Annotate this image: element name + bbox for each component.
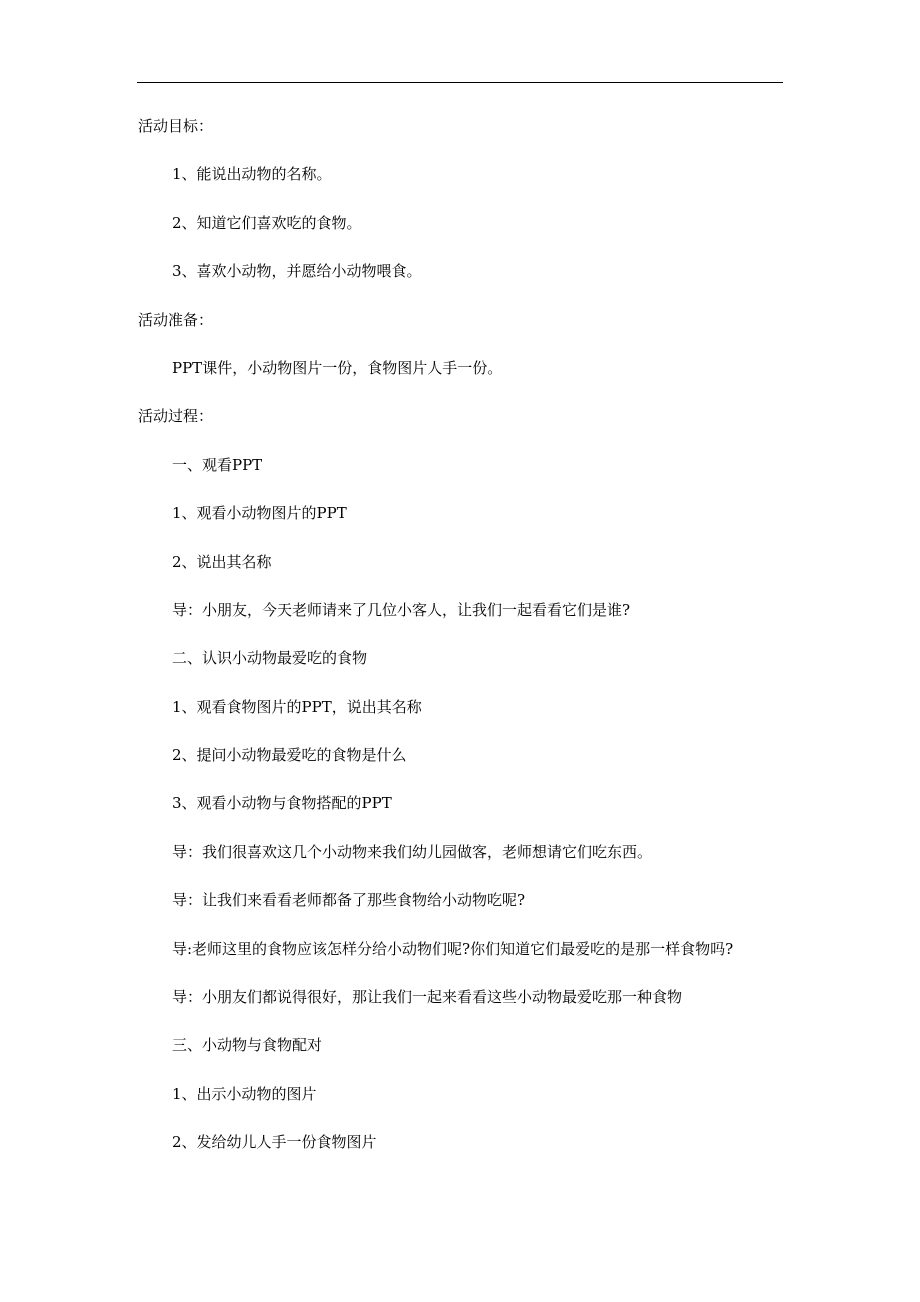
section-heading: 活动准备： (138, 310, 214, 329)
paragraph-line: PPT课件，小动物图片一份，食物图片人手一份。 (172, 358, 503, 377)
paragraph-line: 2、发给幼儿人手一份食物图片 (172, 1133, 377, 1152)
paragraph-line: 1、出示小动物的图片 (172, 1084, 317, 1103)
section-heading: 活动目标： (138, 117, 214, 135)
paragraph-line: 二、认识小动物最爱吃的食物 (172, 649, 368, 668)
paragraph-line: 1、观看小动物图片的PPT (172, 504, 347, 523)
paragraph-line: 三、小动物与食物配对 (172, 1036, 323, 1055)
paragraph-line: 2、说出其名称 (172, 552, 272, 571)
section-heading: 活动过程： (138, 407, 214, 426)
paragraph-line: 导:老师这里的食物应该怎样分给小动物们呢?你们知道它们最爱吃的是那一样食物吗? (172, 939, 734, 958)
header-rule (137, 82, 783, 83)
paragraph-line: 导：小朋友，今天老师请来了几位小客人，让我们一起看看它们是谁? (172, 600, 631, 619)
paragraph-line: 3、观看小动物与食物搭配的PPT (172, 794, 392, 813)
paragraph-line: 一、观看PPT (172, 455, 263, 474)
paragraph-line: 3、喜欢小动物，并愿给小动物喂食。 (172, 262, 422, 281)
paragraph-line: 导：小朋友们都说得很好，那让我们一起来看看这些小动物最爱吃那一种食物 (172, 988, 683, 1007)
paragraph-line: 1、能说出动物的名称。 (172, 165, 332, 184)
paragraph-line: 导：我们很喜欢这几个小动物来我们幼儿园做客，老师想请它们吃东西。 (172, 842, 653, 861)
paragraph-line: 2、提问小动物最爱吃的食物是什么 (172, 746, 407, 765)
document-body (0, 112, 920, 1177)
paragraph-line: 导：让我们来看看老师都备了那些食物给小动物吃呢? (172, 891, 526, 910)
paragraph-line: 1、观看食物图片的PPT，说出其名称 (172, 697, 422, 716)
paragraph-line: 2、知道它们喜欢吃的食物。 (172, 213, 362, 232)
